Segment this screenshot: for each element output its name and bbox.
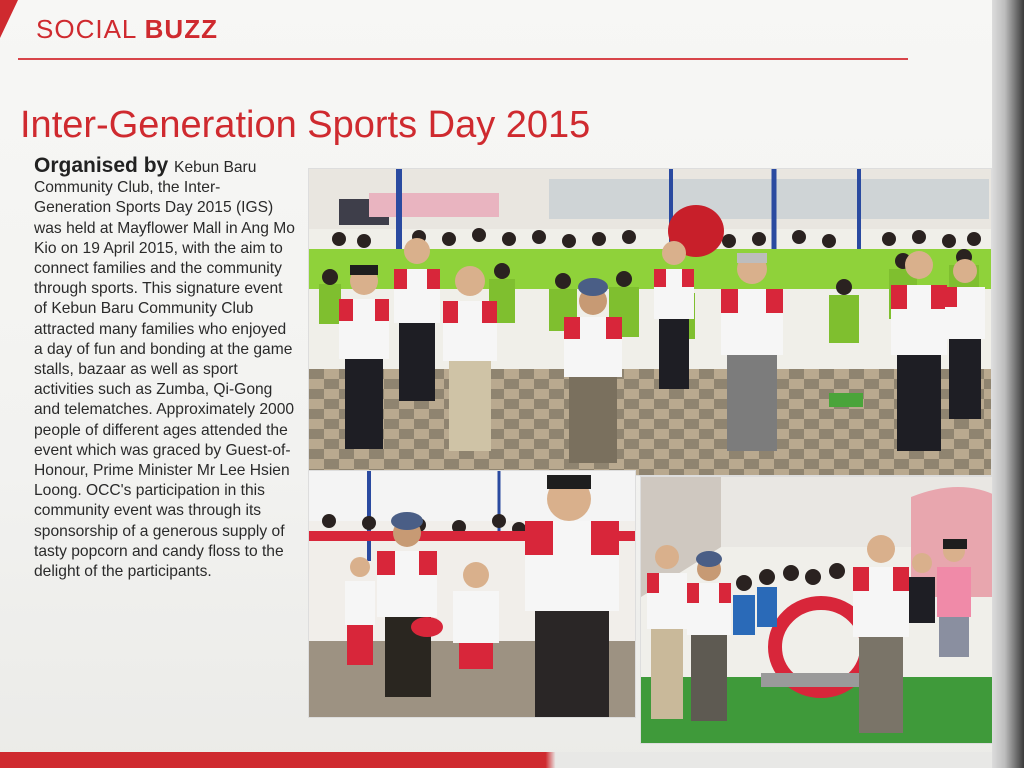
article-body-text: Kebun Baru Community Club, the Inter-Generation Sports Day 2015 (IGS) was held at Mayflower Mall in Ang Mo Kio on 19 April 2015, with the aim to connect families and the community through sports. This signature event of Kebun Baru Community Club attracted many families who enjoyed a day of fun and bonding at the game stalls, bazaar as well as sport activities such as Zumba, Qi-Gong and telematches. Approximately 2000 people of different ages attended the event which was graced by Guest-of-Honour, Prime Minister Mr Lee Hsien Loong. OCC's participation in this community event was through its sponsorship of a generous supply of tasty popcorn and candy floss to the delight of the participants. [34,159,295,581]
section-header [36,14,218,45]
photo-crowd-exercise [308,168,992,476]
header-rule [18,58,908,60]
page-edge-shadow [992,0,1024,768]
section-corner-tab [0,0,18,38]
section-header-light: SOCIAL [36,14,137,44]
photo-group-slide [640,476,1000,744]
bottom-color-bar [0,752,992,768]
article-title: Inter-Generation Sports Day 2015 [20,104,591,146]
section-header-bold: BUZZ [144,14,218,44]
photo-children-games [308,470,636,718]
article-body [34,156,296,582]
article-lead: Organised by [34,154,175,177]
